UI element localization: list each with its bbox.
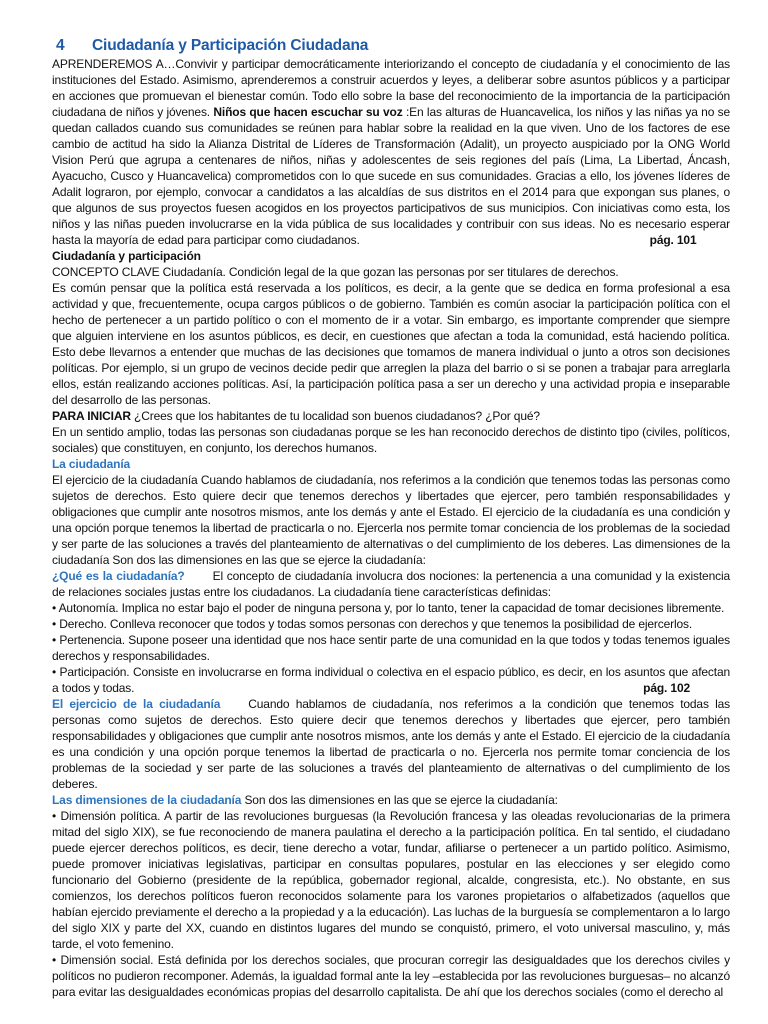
dimensiones-label: Las dimensiones de la ciudadanía <box>52 793 242 807</box>
intro-paragraph <box>52 56 730 248</box>
bullet-derecho: • Derecho. Conlleva reconocer que todos y todas somos personas con derechos y que tenemos la posibilidad de ejercerlos. <box>52 617 693 631</box>
politics-paragraph: Es común pensar que la política está reservada a los políticos, es decir, a la gente que se dedica en forma profesional a esa actividad y que, frecuentemente, ocupa cargos públicos o de gobierno. También es común asociar la participación política con el hecho de pertenecer a un partido político o con el momento de ir a votar. Sin embargo, es importante comprender que siempre que alguien interviene en los asuntos públicos, es decir, en cuestiones que afectan a toda la comunidad, está haciendo política. Esto debe llevarnos a entender que muchas de las decisiones que tomamos de manera individual o junto a otros son decisiones políticas. Por ejemplo, si un grupo de vecinos decide pedir que arreglen la plaza del barrio o si se ponen a trabajar para arreglarla ellos, están realizando acciones políticas. Así, la participación política pasa a ser un derecho y una actividad propia e inseparable del desarrollo de las personas. <box>52 281 730 407</box>
page-number-102: pág. 102 <box>643 681 690 695</box>
what-is-paragraph <box>52 568 730 600</box>
chapter-heading <box>56 36 730 56</box>
page-number-101: pág. 101 <box>649 233 697 247</box>
chapter-number: 4 <box>56 37 65 54</box>
ejercicio-label: El ejercicio de la ciudadanía <box>52 697 221 711</box>
bullet-participacion-text: • Participación. Consiste en involucrarse en forma individual o colectiva en el espacio público, es decir, en los asuntos que afectan a todos y todas. <box>52 665 730 695</box>
dimension-politica: • Dimensión política. A partir de las revoluciones burguesas (la Revolución francesa y las oleadas revolucionarias de la primera mitad del siglo XIX), se fue reconociendo de manera paulatina el derecho a la participación política. En tal sentido, el ciudadano puede ejercer derechos políticos, es decir, tiene derecho a votar, fundar, afiliarse o pertenecer a un partido político. Asimismo, puede promover iniciativas legislativas, participar en consultas populares, postular en las elecciones y ser elegido como funcionario del Gobierno (presidente de la república, gobernador regional, alcalde, congresista, etc.). No obstante, en sus comienzos, los derechos políticos fueron reconocidos solamente para los varones propietarios o alfabetizados (aquellos que habían ejercido previamente el derecho a la propiedad y a la educación). Las luchas de la burguesía se complementaron a lo largo del siglo XIX y parte del XX, cuando en distintos lugares del mundo se conquistó, primero, el voto universal masculino, y, más tarde, el voto femenino. <box>52 809 730 951</box>
subtitle-voices: Niños que hacen escuchar su voz <box>213 105 403 119</box>
key-concept: CONCEPTO CLAVE Ciudadanía. Condición legal de la que gozan las personas por ser titulares de derechos. <box>52 265 619 279</box>
exercise-paragraph: El ejercicio de la ciudadanía Cuando hablamos de ciudadanía, nos referimos a la condición que tenemos todas las personas como sujetos de derechos. Esto quiere decir que tenemos derechos y libertades que ejercer, pero también responsabilidades y obligaciones que cumplir ante nosotros mismos, ante los demás y ante el Estado. El ejercicio de la ciudadanía es una condición y una opción porque tenemos la libertad de practicarla o no. Ejercerla nos permite tomar conciencia de los problemas de la sociedad y ser parte de las soluciones a través del planteamiento de alternativas o del cumplimiento de los deberes. Las dimensiones de la ciudadanía Son dos las dimensiones en las que se ejerce la ciudadanía: <box>52 473 730 567</box>
section-heading-ciudadania: La ciudadanía <box>52 457 131 471</box>
what-is-text: El concepto de ciudadanía involucra dos nociones: la pertenencia a una comunidad y la existencia de relaciones sociales justas entre los ciudadanos. La ciudadanía tiene características definidas: <box>52 569 730 599</box>
ejercicio-paragraph <box>52 696 730 792</box>
what-is-label: ¿Qué es la ciudadanía? <box>52 569 185 583</box>
para-iniciar-question: ¿Crees que los habitantes de tu localidad son buenos ciudadanos? ¿Por qué? <box>130 409 540 423</box>
broad-sense-paragraph: En un sentido amplio, todas las personas son ciudadanas porque se les han reconocido derechos de distinto tipo (civiles, políticos, sociales) que constituyen, en conjunto, los derechos humanos. <box>52 425 730 455</box>
dimension-social: • Dimensión social. Está definida por los derechos sociales, que procuran corregir las desigualdades que los derechos civiles y políticos no pudieron recomponer. Además, la igualdad formal ante la ley –establecida por las revoluciones burguesas– no alcanzó para evitar las desigualdades económicas propias del desarrollo capitalista. De ahí que los derechos sociales (como el derecho al <box>52 953 730 999</box>
dimensiones-paragraph <box>52 792 730 808</box>
section-heading-participation: Ciudadanía y participación <box>52 249 201 263</box>
bullet-autonomia: • Autonomía. Implica no estar bajo el poder de ninguna persona y, por lo tanto, tener la capacidad de tomar decisiones libremente. <box>52 601 725 615</box>
dimensiones-text: Son dos las dimensiones en las que se ejerce la ciudadanía: <box>241 793 558 807</box>
voices-text: :En las alturas de Huancavelica, los niños y las niñas ya no se quedan callados cuando sus comunidades se reúnen para hablar sobre la realidad en la que viven. Uno de los factores de ese cambio de actitud ha sido la Alianza Distrital de Líderes de Transformación (Adalit), un proyecto auspiciado por la ONG World Vision Perú que agrupa a centenares de niños, niñas y adolescentes de seis regiones del país (Lima, La Libertad, Áncash, Ayacucho, Cusco y Huancavelica) comprometidos con lo que sucede en sus comunidades. Gracias a ello, los jóvenes líderes de Adalit lograron, por ejemplo, convocar a candidatos a las alcaldías de sus distritos en el 2014 para que expongan sus planes, o que algunos de sus proyectos fuesen acogidos en los proyectos participativos de sus municipios. Con iniciativas como esta, los niños y las niñas pueden involucrarse en la vida pública de sus localidades y contribuir con sus ideas. No es necesario esperar hasta la mayoría de edad para participar como ciudadanos. <box>52 105 730 247</box>
chapter-title: Ciudadanía y Participación Ciudadana <box>92 37 369 54</box>
para-iniciar <box>52 408 730 424</box>
intro-text: APRENDEREMOS A…Convivir y participar democráticamente interiorizando el concepto de ciudadanía y el conocimiento de las instituciones del Estado. Asimismo, aprenderemos a construir acuerdos y leyes, a deliberar sobre asuntos públicos y a participar en acciones que promuevan el bienestar común. Todo ello sobre la base del reconocimiento de la importancia de la participación ciudadana de niños y jóvenes. <box>52 57 730 119</box>
bullet-participacion <box>52 664 730 696</box>
ejercicio-text: Cuando hablamos de ciudadanía, nos referimos a la condición que tenemos todas las personas como sujetos de derechos. Esto quiere decir que tenemos derechos y libertades que ejercer, pero también responsabilidades y obligaciones que cumplir ante nosotros mismos, ante los demás y ante el Estado. El ejercicio de la ciudadanía es una condición y una opción porque tenemos la libertad de practicarla o no. Ejercerla nos permite tomar conciencia de los problemas de la sociedad y ser parte de las soluciones a través del planteamiento de alternativas o del cumplimiento de los deberes. <box>52 697 731 791</box>
para-iniciar-label: PARA INICIAR <box>52 409 131 423</box>
bullet-pertenencia: • Pertenencia. Supone poseer una identidad que nos hace sentir parte de una comunidad en la que todos y todas tenemos iguales derechos y responsabilidades. <box>52 633 730 663</box>
